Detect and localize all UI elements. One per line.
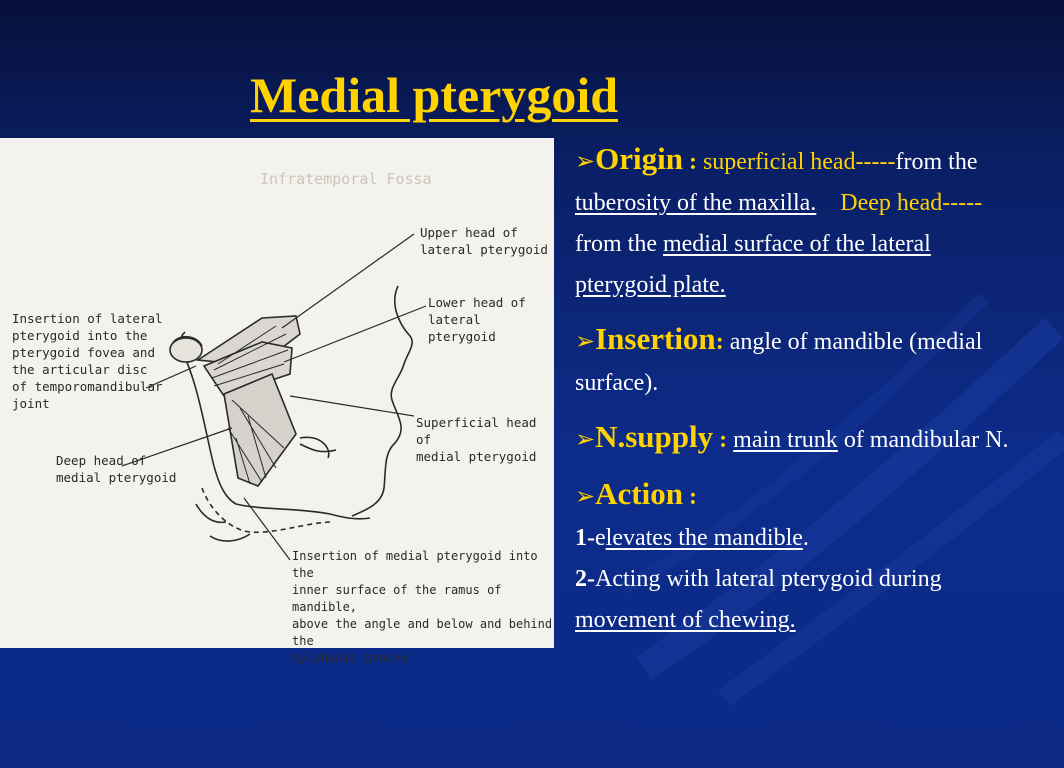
action-period-1: . <box>802 525 809 551</box>
origin-heading: Origin <box>595 141 683 176</box>
origin-colon: : <box>682 149 703 175</box>
bullet-arrow-icon: ➢ <box>575 149 596 175</box>
label-insertion-medial: Insertion of medial pterygoid into the inner surface of the ramus of mandible, above the angle and below and behind the mylohyoid groove <box>292 549 553 665</box>
deep-head-label: Deep head----- <box>840 190 983 216</box>
action-e: e <box>595 525 606 551</box>
tuberosity-text: tuberosity of the maxilla. <box>575 190 817 216</box>
bullet-arrow-icon: ➢ <box>575 484 596 510</box>
bullet-arrow-icon: ➢ <box>575 329 596 355</box>
action-block <box>575 473 1015 641</box>
label-lower-head: Lower head of lateral pterygoid <box>428 295 526 344</box>
nerve-colon: : <box>713 427 734 453</box>
action-heading: Action <box>595 476 683 511</box>
insertion-block <box>575 318 1015 404</box>
action-period-2: . <box>789 607 796 633</box>
action-number-1: 1- <box>575 525 595 551</box>
medial-surface-text: medial surface of the lateral pterygoid plate. <box>575 231 931 298</box>
origin-from-the: from the <box>895 149 978 175</box>
bullet-arrow-icon: ➢ <box>575 427 596 453</box>
ghost-heading: Infratemporal Fossa <box>260 170 432 188</box>
origin-block <box>575 138 1015 306</box>
slide-title: Medial pterygoid <box>250 67 619 123</box>
movement-chewing-text: movement of chewing <box>575 607 790 633</box>
nerve-rest-text: of mandibular N. <box>837 427 1009 453</box>
elevates-text: levates the mandible <box>605 525 803 551</box>
superficial-head-label: superficial head----- <box>702 149 896 175</box>
label-upper-head: Upper head of lateral pterygoid <box>420 225 548 257</box>
medial-pterygoid-diagram <box>0 138 554 665</box>
insertion-colon: : <box>715 329 724 355</box>
label-superficial-head: Superficial head of medial pterygoid <box>416 415 537 464</box>
nerve-heading: N.supply <box>595 419 714 454</box>
insertion-text: angle of mandible (medial surface). <box>575 329 983 396</box>
label-insertion-lateral: Insertion of lateral pterygoid into the pterygoid fovea and the articular disc of temporomandibular joint <box>12 311 163 411</box>
main-trunk-text: main trunk <box>733 427 838 453</box>
acting-text: Acting with lateral pterygoid during <box>595 566 942 592</box>
origin-from-2: from the <box>575 231 663 257</box>
action-colon: : <box>682 484 697 510</box>
action-number-2: 2- <box>575 566 595 592</box>
label-deep-head: Deep head of medial pterygoid <box>56 453 177 485</box>
insertion-heading: Insertion <box>595 321 716 356</box>
nerve-block <box>575 416 1015 461</box>
description-panel <box>575 138 1015 641</box>
